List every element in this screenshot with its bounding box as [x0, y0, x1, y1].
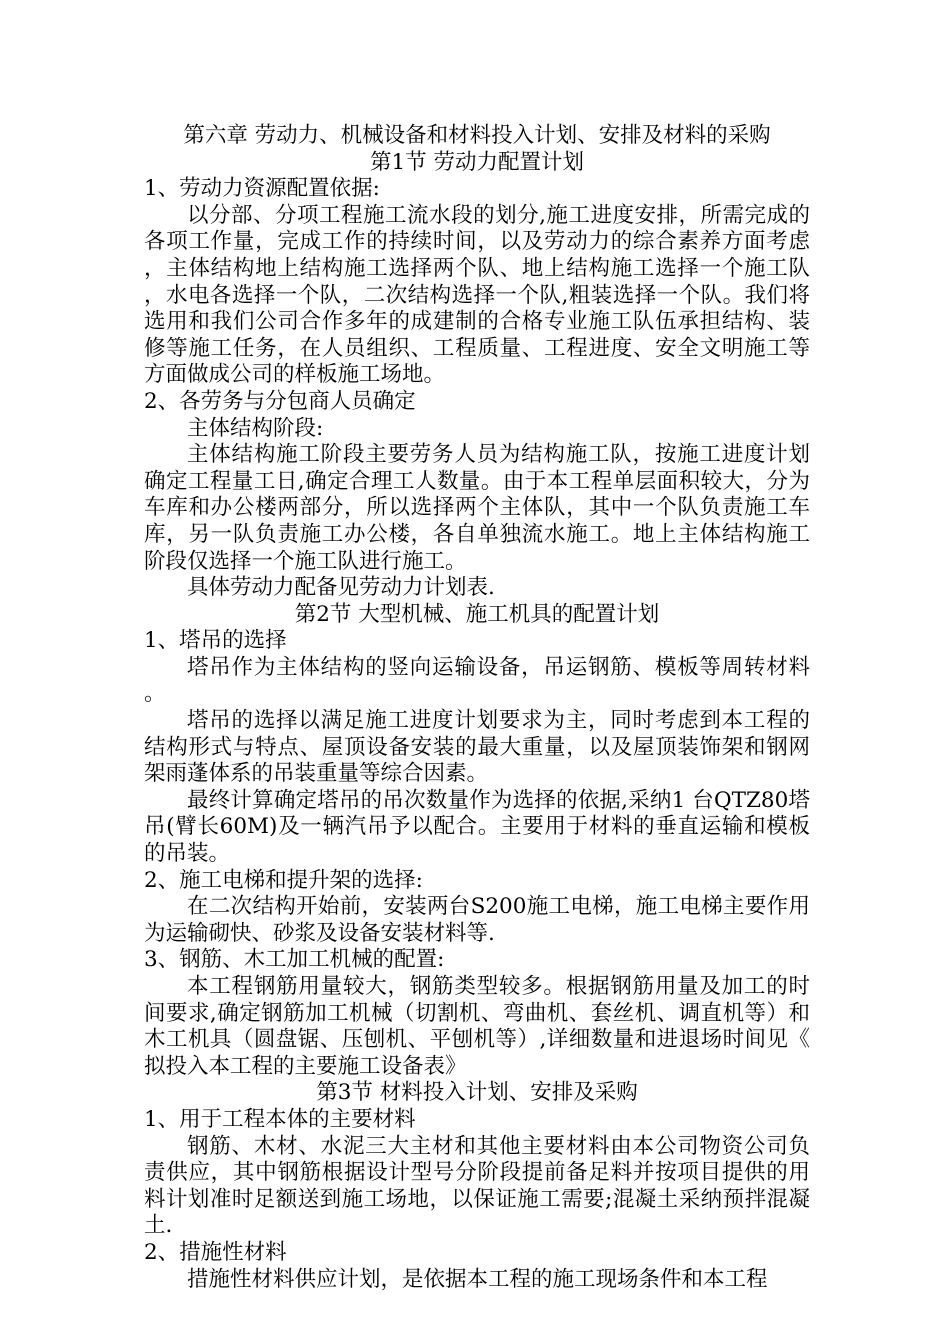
subheading: 1、塔吊的选择	[144, 628, 287, 654]
section-title: 第3节 材料投入计划、安排及采购	[316, 1080, 638, 1106]
subheading: 1、劳动力资源配置依据:	[144, 176, 380, 202]
paragraph: 塔吊作为主体结构的竖向运输设备，吊运钢筋、模板等周转材料。	[144, 654, 810, 707]
subheading: 3、钢筋、木工加工机械的配置:	[144, 947, 445, 973]
paragraph: 最终计算确定塔吊的吊次数量作为选择的依据,采纳1 台QTZ80塔吊(臂长60M)及一辆汽吊予以配合。主要用于材料的垂直运输和模板的吊装。	[144, 787, 810, 867]
section-title: 第1节 劳动力配置计划	[369, 149, 584, 175]
paragraph: 主体结构阶段:	[187, 415, 324, 441]
chapter-title: 第六章 劳动力、机械设备和材料投入计划、安排及材料的采购	[183, 123, 771, 148]
paragraph: 以分部、分项工程施工流水段的划分,施工进度安排，所需完成的各项工作量，完成工作的持续时间，以及劳动力的综合素养方面考虑，主体结构地上结构施工选择两个队、地上结构施工选择一个施工队，水电各选择一个队，二次结构选择一个队,粗装选择一个队。我们将选用和我们公司合作多年的成建制的合格专业施工队伍承担结构、装修等施工任务，在人员组织、工程质量、工程进度、安全文明施工等方面做成公司的样板施工场地。	[144, 202, 810, 388]
paragraph: 主体结构施工阶段主要劳务人员为结构施工队，按施工进度计划确定工程量工日,确定合理工人数量。由于本工程单层面积较大，分为车库和办公楼两部分，所以选择两个主体队，其中一个队负责施工车库，另一队负责施工办公楼，各自单独流水施工。地上主体结构施工阶段仅选择一个施工队进行施工。	[144, 442, 810, 574]
paragraph: 措施性材料供应计划，是依据本工程的施工现场条件和本工程	[187, 1266, 768, 1292]
subheading: 2、各劳务与分包商人员确定	[144, 388, 416, 414]
paragraph: 本工程钢筋用量较大，钢筋类型较多。根据钢筋用量及加工的时间要求,确定钢筋加工机械（切割机、弯曲机、套丝机、调直机等）和木工机具（圆盘锯、压刨机、平刨机等）,详细数量和进退场时间见《拟投入本工程的主要施工设备表》	[144, 974, 810, 1079]
paragraph: 钢筋、木材、水泥三大主材和其他主要材料由本公司物资公司负责供应，其中钢筋根据设计型号分阶段提前备足料并按项目提供的用料计划准时足额送到施工场地，以保证施工需要;混凝土采纳预拌混凝土.	[144, 1133, 810, 1239]
section-title: 第2节 大型机械、施工机具的配置计划	[294, 601, 660, 627]
paragraph: 在二次结构开始前，安装两台S200施工电梯，施工电梯主要作用为运输砌快、砂浆及设备安装材料等.	[144, 894, 810, 946]
subheading: 2、措施性材料	[144, 1239, 287, 1265]
subheading: 2、施工电梯和提升架的选择:	[144, 867, 423, 893]
paragraph: 塔吊的选择以满足施工进度计划要求为主，同时考虑到本工程的结构形式与特点、屋顶设备安装的最大重量，以及屋顶装饰架和钢网架雨蓬体系的吊装重量等综合因素。	[144, 708, 810, 787]
paragraph: 具体劳动力配备见劳动力计划表.	[187, 575, 495, 601]
document-body	[144, 123, 810, 1293]
subheading: 1、用于工程本体的主要材料	[144, 1106, 416, 1132]
